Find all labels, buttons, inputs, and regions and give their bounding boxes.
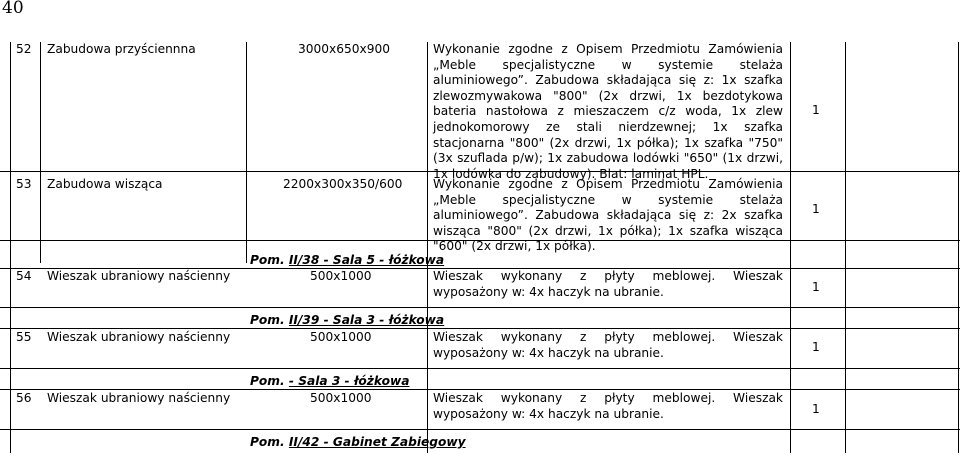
row-divider [0,429,960,430]
column-divider-desc [790,42,791,453]
item-description: Wykonanie zgodne z Opisem Przedmiotu Zamówienia „Meble specjalistyczne w systemie stelaża aluminiowego”. Zabudowa składająca się z: 2x szafka wisząca "800" (2x drzwi, 1x półka); 1x szafka wisząca "600" (2x drzwi, 1x półka). [433,177,783,254]
item-description: Wieszak wykonany z płyty meblowej. Wieszak wyposażony w: 4x haczyk na ubranie. [433,269,783,299]
column-divider-lp [40,42,41,263]
item-description: Wieszak wykonany z płyty meblowej. Wieszak wyposażony w: 4x haczyk na ubranie. [433,330,783,360]
row-number: 55 [16,330,32,344]
row-number: 52 [16,42,32,56]
row-divider [0,328,960,329]
item-dimensions: 500x1000 [310,269,372,283]
item-dimensions: 500x1000 [310,391,372,405]
item-quantity: 1 [812,103,820,117]
item-quantity: 1 [812,402,820,416]
room-header: Pom. - Sala 3 - łóżkowa [250,374,410,388]
item-name: Zabudowa przyściennna [47,42,196,56]
room-header: Pom. II/42 - Gabinet Zabiegowy [250,435,466,449]
item-quantity: 1 [812,280,820,294]
row-number: 54 [16,269,32,283]
item-name: Wieszak ubraniowy naścienny [47,391,231,405]
item-dimensions: 2200x300x350/600 [283,177,403,191]
table-border-right [958,42,959,453]
table-border-left [10,42,11,453]
item-description: Wykonanie zgodne z Opisem Przedmiotu Zamówienia „Meble specjalistyczne w systemie stelaża aluminiowego”. Zabudowa składająca się z: 1x szafka zlewozmywakowa "800" (2x drzwi, 1x bezdotykowa bateria nastołowa z mieszaczem c/z woda, 1x zlew jednokomorowy ze stali nierdzewnej; 1x szafka stacjonarna "800" (2x drzwi, 1x półka); 1x szafka "750" (3x szuflada p/w); 1x zabudowa lodówki "650" (1x drzwi, 1x lodówka do zabudowy). Blat: laminat HPL. [433,42,783,181]
item-dimensions: 3000x650x900 [298,42,390,56]
item-name: Wieszak ubraniowy naścienny [47,330,231,344]
room-header: Pom. II/39 - Sala 3 - łóżkowa [250,313,445,327]
row-divider [0,389,960,390]
row-number: 56 [16,391,32,405]
item-quantity: 1 [812,202,820,216]
column-divider-dims [427,42,428,453]
row-number: 53 [16,177,32,191]
column-divider-name [246,42,247,263]
item-quantity: 1 [812,340,820,354]
item-name: Wieszak ubraniowy naścienny [47,269,231,283]
room-header: Pom. II/38 - Sala 5 - łóżkowa [250,253,445,267]
item-dimensions: 500x1000 [310,330,372,344]
column-divider-qty [845,42,846,453]
item-description: Wieszak wykonany z płyty meblowej. Wieszak wyposażony w: 4x haczyk na ubranie. [433,391,783,421]
row-divider [0,368,960,369]
page-number: 40 [2,0,24,18]
item-name: Zabudowa wisząca [47,177,163,191]
row-divider [0,307,960,308]
